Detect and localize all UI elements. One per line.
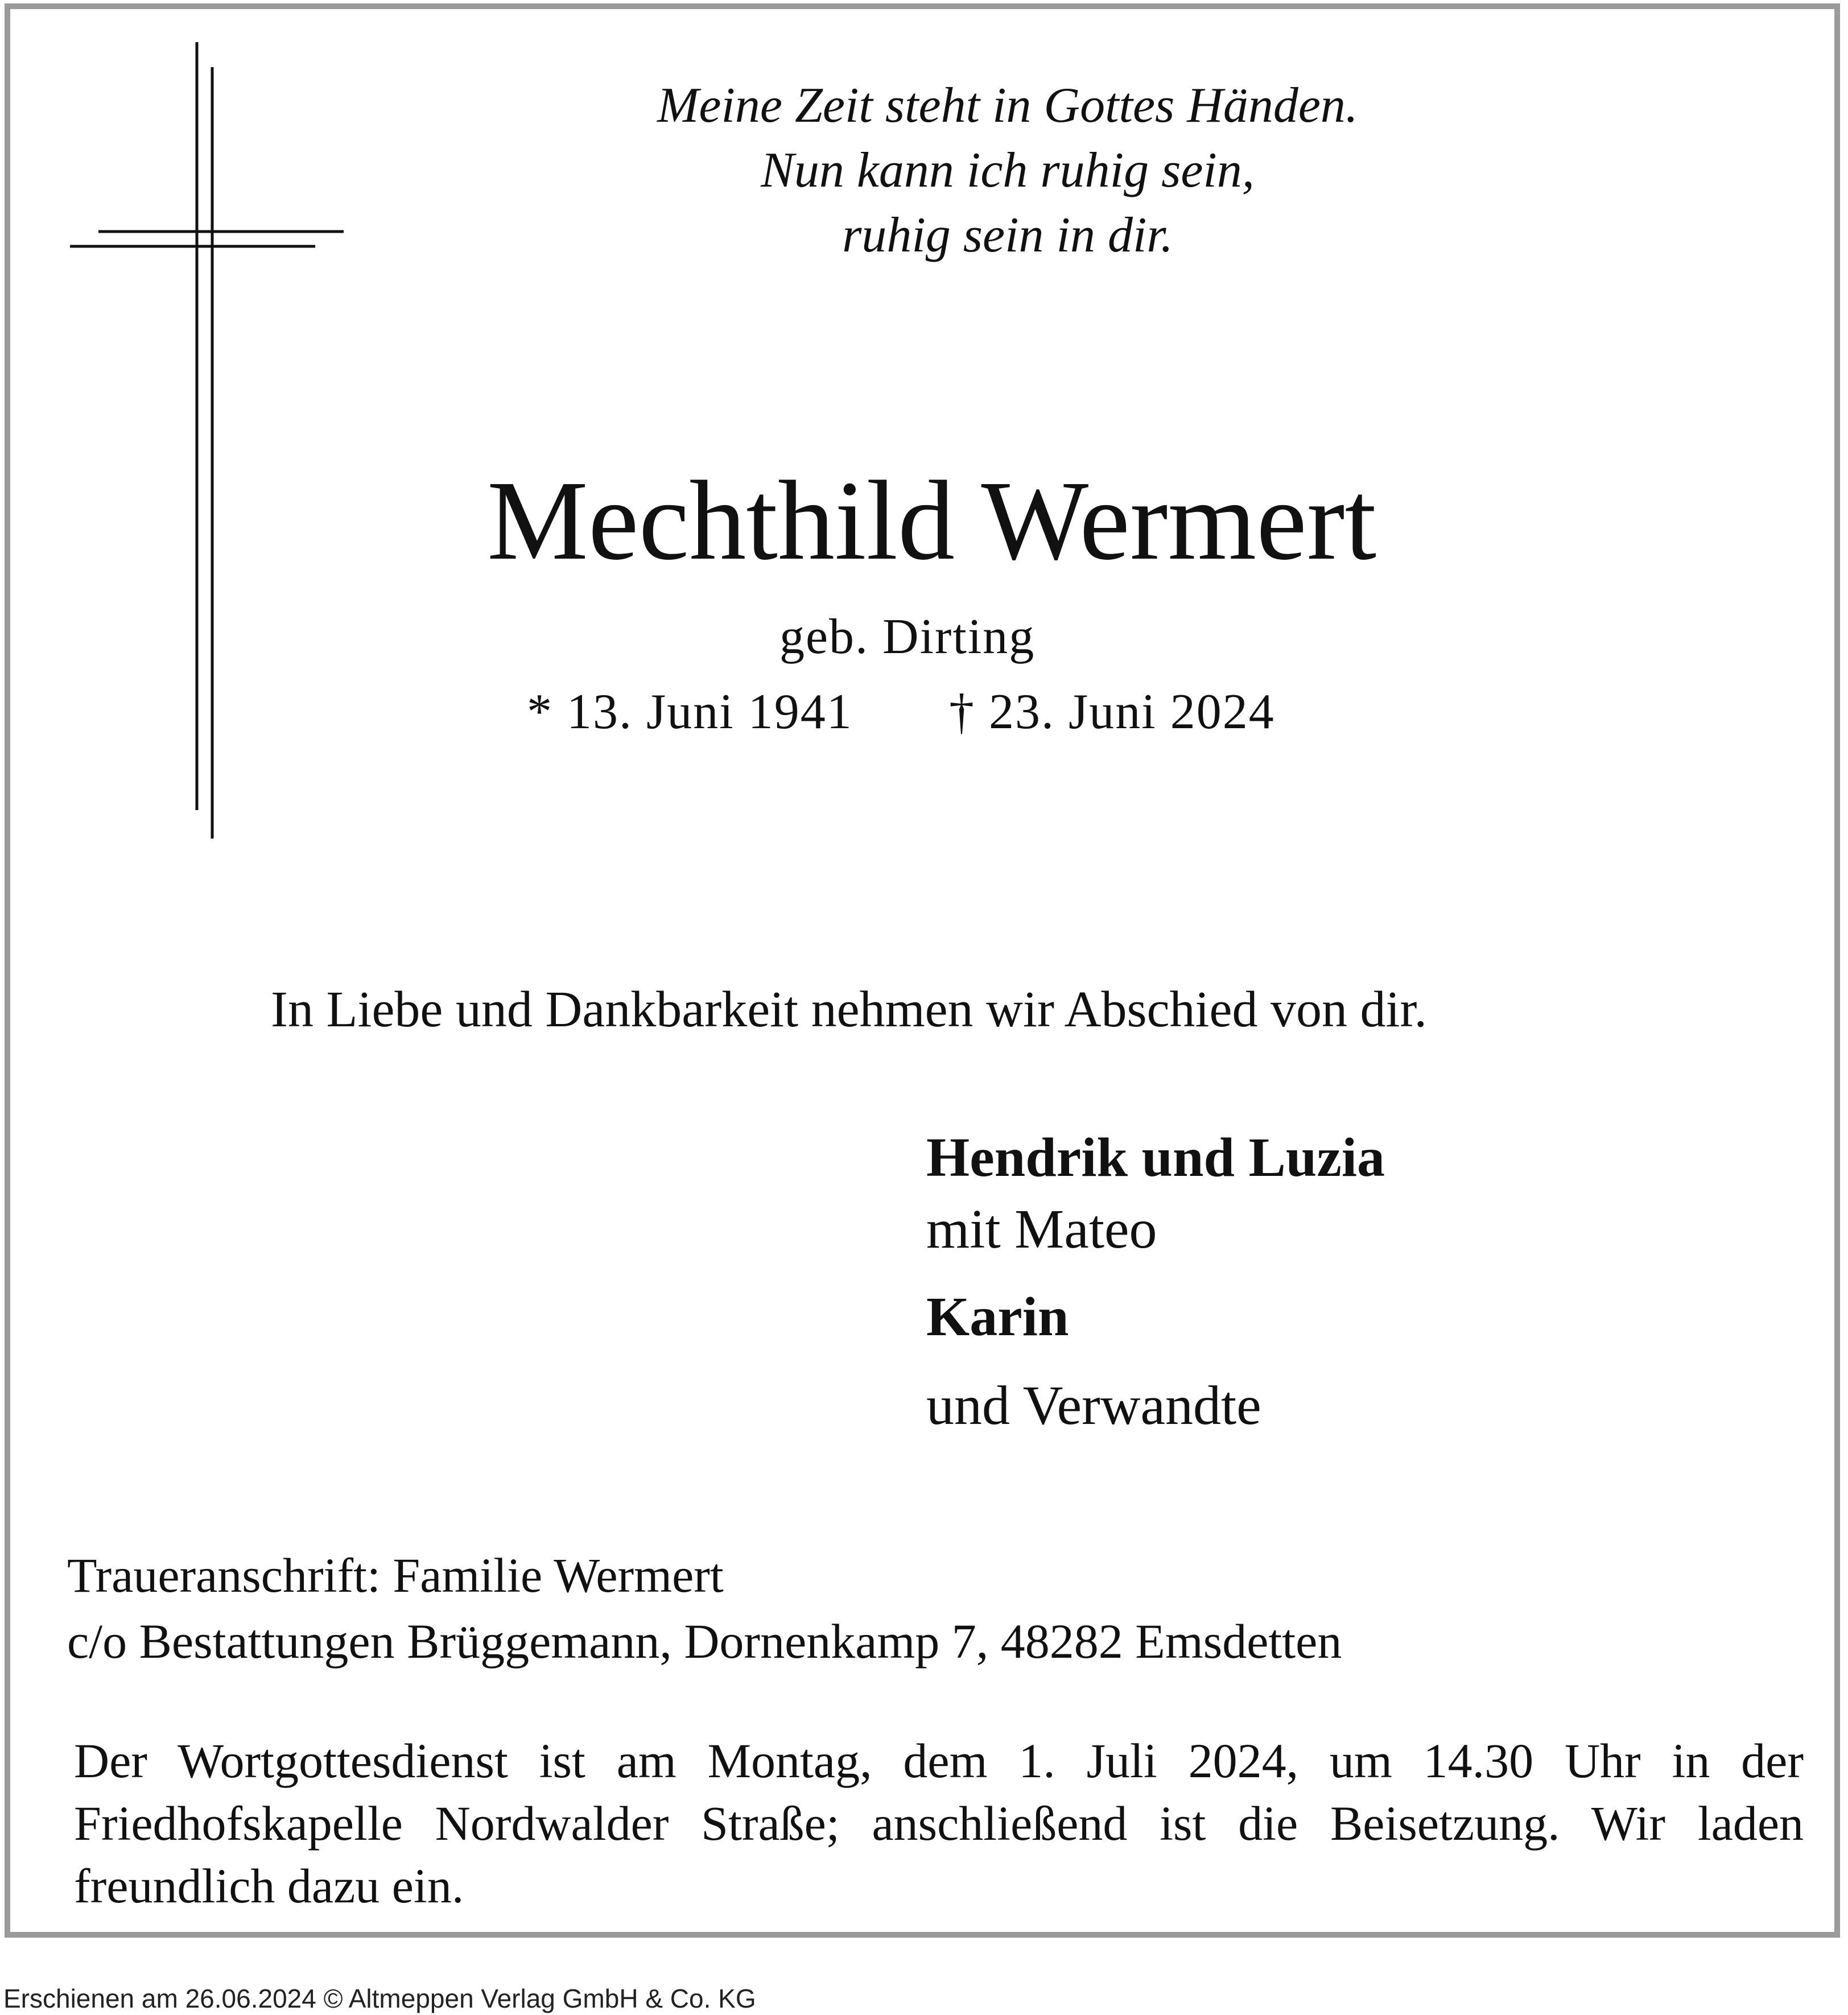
mourner-names-1: Hendrik und Luzia (926, 1127, 1385, 1188)
mourner-names-2: mit Mateo (926, 1199, 1157, 1260)
cross-icon (10, 9, 363, 851)
deceased-name: Mechthild Wermert (487, 458, 1377, 584)
mourning-address-line-1: Traueranschrift: Familie Wermert (67, 1548, 724, 1603)
service-announcement: Der Wortgottesdienst ist am Montag, dem 1. Juli 2024, um 14.30 Uhr in der Friedhofskapelle Nordwalder Straße; anschließend ist die Beisetzung. Wir laden freundlich dazu ein. (74, 1733, 1804, 1913)
death-date: † 23. Juni 2024 (949, 684, 1275, 740)
publication-footer: Erschienen am 26.06.2024 © Altmeppen Verlag GmbH & Co. KG (3, 1984, 756, 2013)
mourning-address-line-2: c/o Bestattungen Brüggemann, Dornenkamp 7, 48282 Emsdetten (67, 1614, 1342, 1669)
motto-line-1: Meine Zeit steht in Gottes Händen. (657, 78, 1358, 133)
motto-line-3: ruhig sein in dir. (842, 208, 1173, 263)
farewell-text: In Liebe und Dankbarkeit nehmen wir Abschied von dir. (271, 981, 1427, 1038)
notice-frame (5, 3, 1840, 1938)
mourner-names-3: Karin (926, 1286, 1069, 1348)
mourner-names-4: und Verwandte (926, 1375, 1261, 1436)
birth-name: geb. Dirting (779, 609, 1036, 664)
birth-date: * 13. Juni 1941 (527, 684, 853, 740)
motto-line-2: Nun kann ich ruhig sein, (761, 143, 1255, 198)
